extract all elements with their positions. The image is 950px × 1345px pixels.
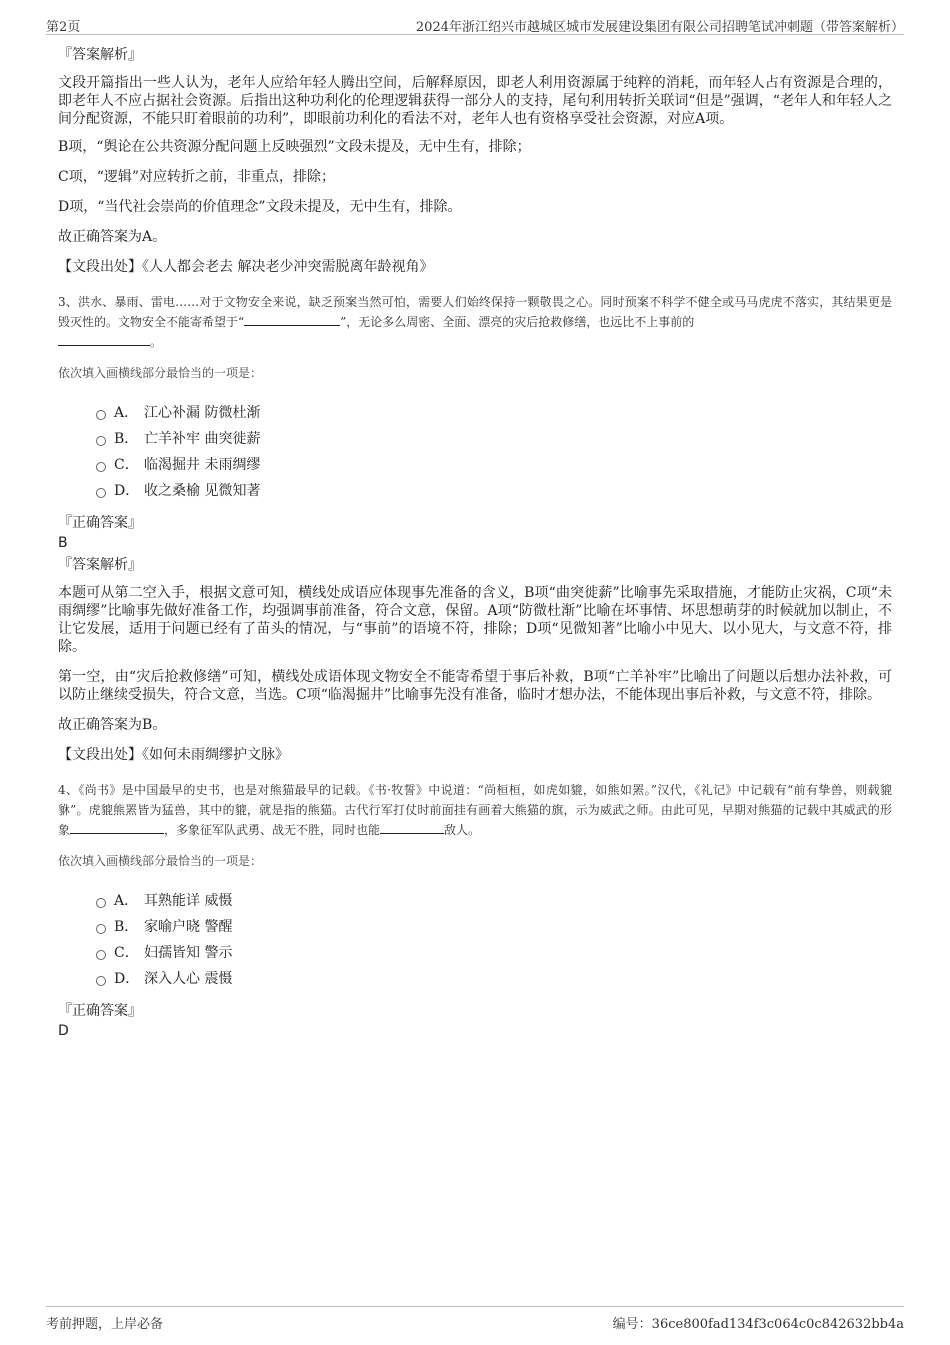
question-prompt: 依次填入画横线部分最恰当的一项是： — [58, 854, 263, 868]
answer-tag: 『正确答案』 — [58, 1003, 142, 1019]
radio-button[interactable] — [96, 976, 106, 986]
question-2-analysis — [58, 46, 892, 276]
analysis-paragraph: B项，“舆论在公共资源分配问题上反映强烈”文段未提及，无中生有，排除； — [58, 139, 531, 155]
option-d[interactable]: D． 深入人心 震慑 — [96, 966, 892, 992]
document-code: 编号：36ce800fad134f3c064c0c842632bb4a — [612, 1317, 904, 1332]
option-c[interactable]: C． 妇孺皆知 警示 — [96, 940, 892, 966]
option-a[interactable]: A． 耳熟能详 威慑 — [96, 888, 892, 914]
question-prompt: 依次填入画横线部分最恰当的一项是： — [58, 366, 263, 380]
radio-button[interactable] — [96, 462, 106, 472]
radio-button[interactable] — [96, 924, 106, 934]
fill-blank — [380, 821, 444, 834]
option-list — [96, 888, 892, 992]
radio-button[interactable] — [96, 410, 106, 420]
analysis-paragraph: 本题可从第二空入手，根据文意可知，横线处成语应体现事先准备的含义，B项“曲突徙薪”比喻事先采取措施，才能防止灾祸，C项“未雨绸缪”比喻事先做好准备工作，均强调事前准备，符合文意，保留。A项“防微杜渐”比喻在坏事情、坏思想萌芽的时候就加以制止，不让它发展，适用于问题已经有了苗头的情况，与“事前”的语境不符，排除；D项“见微知著”比喻小中见大、以小见大，与文意不符，排除。 — [58, 585, 892, 655]
option-d[interactable]: D． 收之桑榆 见微知著 — [96, 478, 892, 504]
option-b[interactable]: B． 家喻户晓 警醒 — [96, 914, 892, 940]
radio-button[interactable] — [96, 488, 106, 498]
analysis-paragraph: 第一空，由“灾后抢救修缮”可知，横线处成语体现文物安全不能寄希望于事后补救，B项“亡羊补牢”比喻出了问题以后想办法补救，可以防止继续受损失，符合文意，当选。C项“临渴掘井”比喻事先没有准备，临时才想办法，不能体现出事后补救，与文意不符，排除。 — [58, 669, 892, 703]
option-a[interactable]: A． 江心补漏 防微杜渐 — [96, 400, 892, 426]
radio-button[interactable] — [96, 950, 106, 960]
question-4 — [58, 780, 892, 1040]
footer-slogan: 考前押题，上岸必备 — [46, 1317, 164, 1332]
passage-source: 【文段出处】《人人都会老去 解决老少冲突需脱离年龄视角》 — [58, 259, 434, 275]
analysis-conclusion: 故正确答案为B。 — [58, 717, 167, 733]
option-b[interactable]: B． 亡羊补牢 曲突徙薪 — [96, 426, 892, 452]
radio-button[interactable] — [96, 898, 106, 908]
passage-source: 【文段出处】《如何未雨绸缪护文脉》 — [58, 747, 289, 763]
analysis-paragraph: D项，“当代社会崇尚的价值理念”文段未提及，无中生有，排除。 — [58, 199, 462, 215]
option-c[interactable]: C． 临渴掘井 未雨绸缪 — [96, 452, 892, 478]
document-title: 2024年浙江绍兴市越城区城市发展建设集团有限公司招聘笔试冲刺题（带答案解析） — [415, 20, 904, 35]
fill-blank — [58, 333, 150, 346]
correct-answer: D — [58, 1023, 69, 1039]
option-list — [96, 400, 892, 504]
page-number: 第2页 — [46, 20, 81, 35]
analysis-tag: 『答案解析』 — [58, 557, 142, 573]
analysis-conclusion: 故正确答案为A。 — [58, 229, 167, 245]
page-header — [46, 14, 904, 35]
fill-blank — [70, 821, 164, 834]
correct-answer: B — [58, 535, 68, 551]
question-stem: 3、洪水、暴雨、雷电……对于文物安全来说，缺乏预案当然可怕，需要人们始终保持一颗敬畏之心。同时预案不科学不健全或马马虎虎不落实，其结果更是毁灭性的。文物安全不能寄希望于“ ”，无论多么周密、全面、漂亮的灾后抢救修缮，也远比不上事前的 。 — [58, 295, 892, 349]
analysis-tag: 『答案解析』 — [58, 47, 142, 63]
fill-blank — [244, 313, 340, 326]
analysis-paragraph: C项，“逻辑”对应转折之前，非重点，排除； — [58, 169, 336, 185]
analysis-paragraph: 文段开篇指出一些人认为，老年人应给年轻人腾出空间，后解释原因，即老人利用资源属于纯粹的消耗，而年轻人占有资源是合理的，即老年人不应占据社会资源。后指出这种功利化的伦理逻辑获得一部分人的支持，尾句利用转折关联词“但是”强调，“老年人和年轻人之间分配资源，不能只盯着眼前的功利”，即眼前功利化的看法不对，老年人也有资格享受社会资源，对应A项。 — [58, 75, 892, 127]
answer-tag: 『正确答案』 — [58, 515, 142, 531]
page-content — [58, 46, 892, 1044]
question-stem: 4、《尚书》是中国最早的史书，也是对熊猫最早的记载。《书·牧誓》中说道：“尚桓桓，如虎如貔，如熊如罴。”汉代，《礼记》中记载有“前有挚兽，则载貔貅”。虎貔熊罴皆为猛兽，其中的貔，就是指的熊猫。古代行军打仗时前面挂有画着大熊猫的旗，示为威武之师。由此可见，早期对熊猫的记载中其威武的形象 ，多象征军队武勇、战无不胜，同时也能 敌人。 — [58, 783, 892, 837]
page-footer — [46, 1306, 904, 1333]
question-3 — [58, 292, 892, 764]
radio-button[interactable] — [96, 436, 106, 446]
